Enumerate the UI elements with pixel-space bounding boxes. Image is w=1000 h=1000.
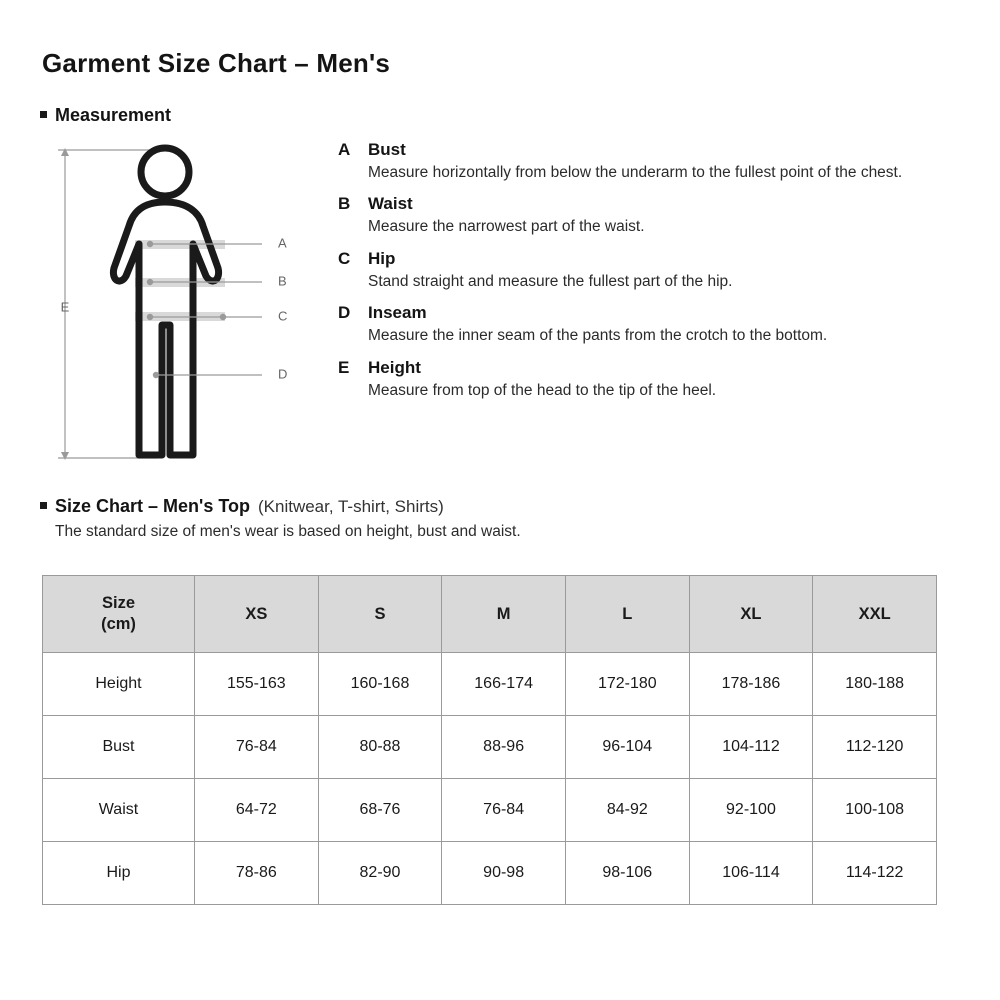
cell-hip-xxl: 114-122 [813,842,937,905]
figure-label-e: E [60,299,70,315]
legend-term-height: Height [368,357,421,377]
legend-letter-b: B [338,194,351,214]
figure-label-b: B [278,273,287,289]
column-header-s: S [318,576,442,653]
figure-label-c: C [278,308,288,324]
cell-bust-xs: 76-84 [195,716,319,779]
cell-hip-m: 90-98 [442,842,566,905]
measurement-block [40,140,960,470]
size-chart-table [42,575,937,905]
cell-hip-l: 98-106 [565,842,689,905]
measurement-legend [330,140,960,470]
cell-height-m: 166-174 [442,653,566,716]
legend-term-bust: Bust [368,140,406,159]
row-label-waist: Waist [43,779,195,842]
legend-term-hip: Hip [368,248,396,268]
cell-waist-s: 68-76 [318,779,442,842]
square-bullet-icon [40,111,47,118]
legend-desc-hip: Stand straight and measure the fullest part of the hip. [368,272,733,290]
legend-term-inseam: Inseam [368,303,427,323]
legend-letter-c: C [338,248,351,268]
body-figure-diagram [40,140,330,470]
legend-item-height [338,358,960,378]
legend-letter-d: D [338,303,351,323]
legend-item-bust [338,140,960,160]
cell-height-l: 172-180 [565,653,689,716]
measurement-heading-text: Measurement [55,105,172,125]
cell-bust-m: 88-96 [442,716,566,779]
corner-label-line2: (cm) [101,615,136,633]
size-chart-note: The standard size of men's wear is based on height, bust and waist. [55,523,521,540]
legend-desc-waist: Measure the narrowest part of the waist. [368,218,645,236]
legend-item-inseam [338,303,960,323]
cell-height-xl: 178-186 [689,653,813,716]
square-bullet-icon-2 [40,502,47,509]
legend-term-waist: Waist [368,194,413,214]
body-outline [113,148,218,455]
legend-desc-height: Measure from top of the head to the tip of the heel. [368,381,717,399]
legend-desc-bust: Measure horizontally from below the underarm to the fullest point of the chest. [368,164,903,181]
cell-height-s: 160-168 [318,653,442,716]
size-chart-heading-text: Size Chart – Men's Top [55,496,250,516]
cell-waist-xxl: 100-108 [813,779,937,842]
cell-waist-l: 84-92 [565,779,689,842]
cell-bust-s: 80-88 [318,716,442,779]
row-label-height: Height [43,653,195,716]
legend-letter-e: E [338,357,350,377]
size-chart-heading-subtext: (Knitwear, T-shirt, Shirts) [257,497,444,516]
table-corner-header [43,576,195,653]
column-header-l: L [565,576,689,653]
cell-hip-xs: 78-86 [195,842,319,905]
figure-label-a: A [278,235,287,251]
table-row [43,653,937,716]
cell-waist-xs: 64-72 [195,779,319,842]
column-header-m: M [442,576,566,653]
row-label-hip: Hip [43,842,195,905]
cell-waist-m: 76-84 [442,779,566,842]
body-figure-svg [40,140,330,470]
table-header-row [43,576,937,653]
page-title: Garment Size Chart – Men's [42,48,391,78]
column-header-xl: XL [689,576,813,653]
corner-label-line1: Size [101,594,136,613]
legend-desc-inseam: Measure the inner seam of the pants from the crotch to the bottom. [368,327,828,345]
legend-item-hip [338,249,960,269]
legend-letter-a: A [338,140,351,159]
cell-bust-xxl: 112-120 [813,716,937,779]
cell-waist-xl: 92-100 [689,779,813,842]
figure-label-d: D [278,366,288,382]
row-label-bust: Bust [43,716,195,779]
column-header-xs: XS [195,576,319,653]
table-row [43,716,937,779]
legend-item-waist [338,194,960,214]
cell-hip-s: 82-90 [318,842,442,905]
column-header-xxl: XXL [813,576,937,653]
cell-bust-l: 96-104 [565,716,689,779]
cell-height-xxl: 180-188 [813,653,937,716]
cell-height-xs: 155-163 [195,653,319,716]
cell-hip-xl: 106-114 [689,842,813,905]
table-row [43,842,937,905]
measurement-section-heading [40,105,960,126]
cell-bust-xl: 104-112 [689,716,813,779]
table-row [43,779,937,842]
size-chart-section-heading [40,496,960,517]
